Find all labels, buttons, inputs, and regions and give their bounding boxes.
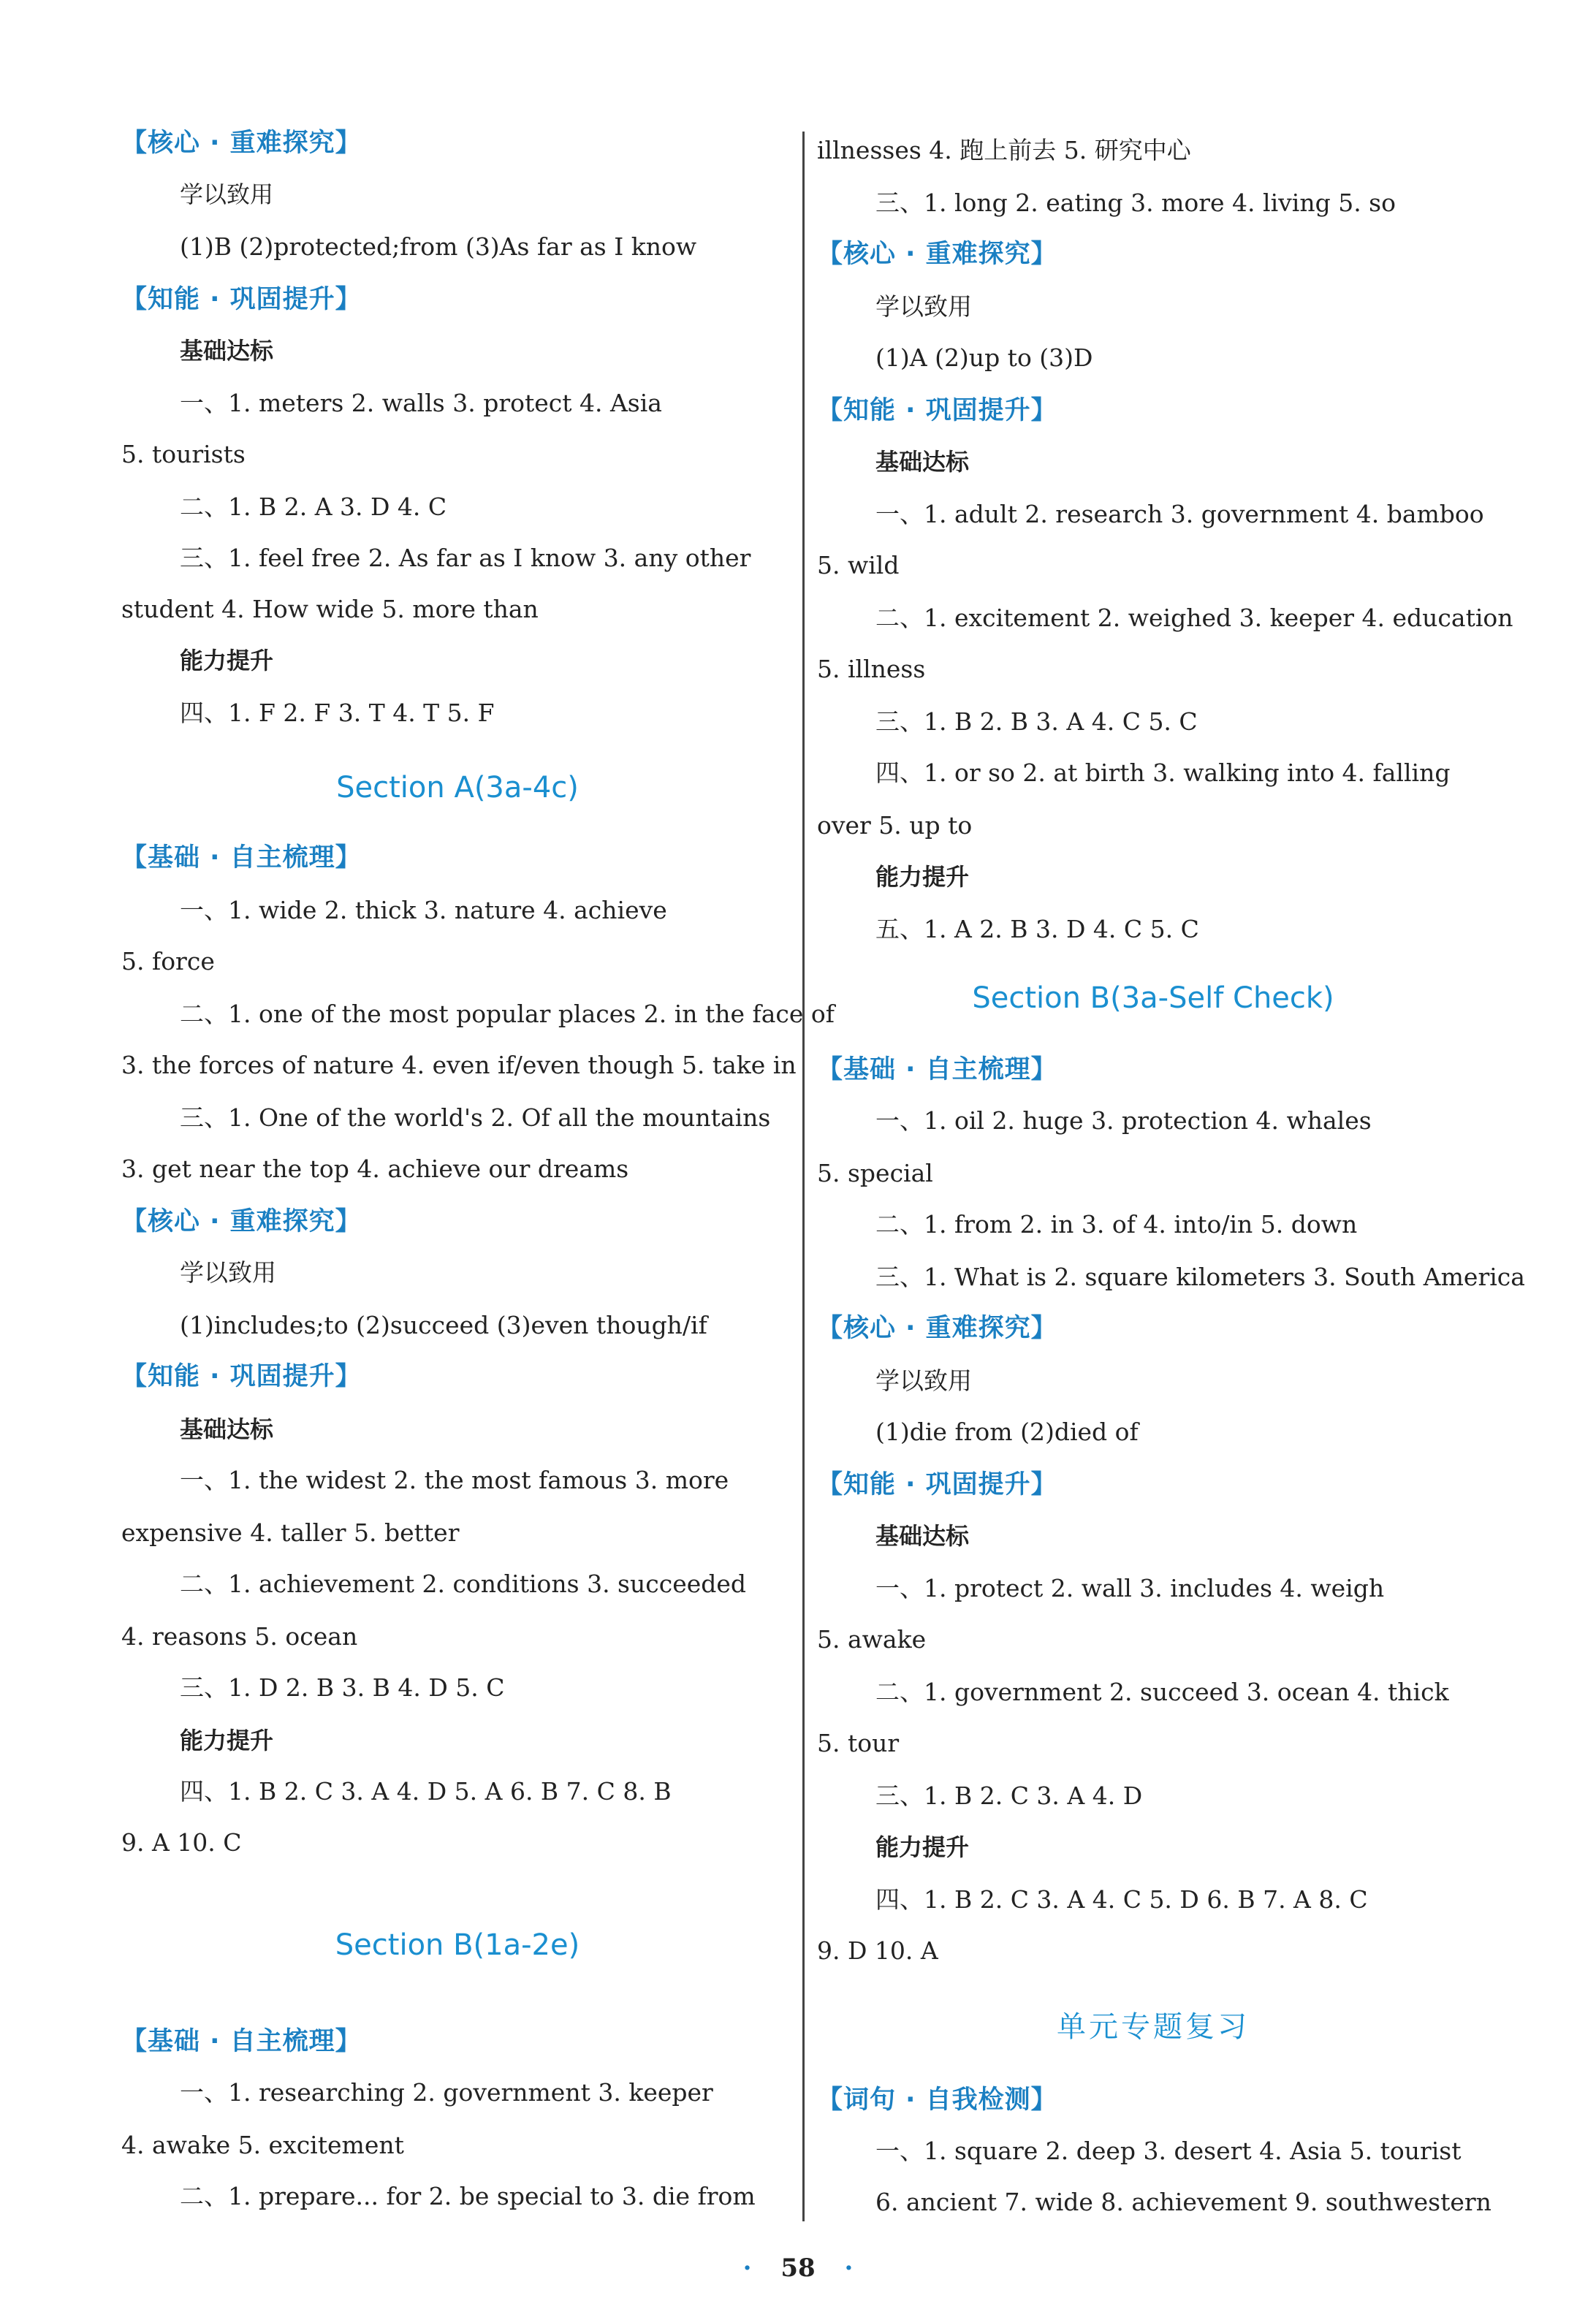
answer-line: illnesses 4. 跑上前去 5. 研究中心: [817, 136, 1191, 164]
subheading: 学以致用: [180, 1258, 276, 1287]
answer-line: 三、1. What is 2. square kilometers 3. South America: [875, 1263, 1525, 1291]
answer-line: 五、1. A 2. B 3. D 4. C 5. C: [875, 915, 1199, 943]
section-title: Section A(3a-4c): [336, 771, 579, 805]
answer-line: over 5. up to: [817, 811, 973, 840]
answer-line: 二、1. government 2. succeed 3. ocean 4. thick: [875, 1678, 1449, 1706]
answer-line: (1)A (2)up to (3)D: [875, 343, 1093, 372]
answer-line: 二、1. B 2. A 3. D 4. C: [180, 492, 447, 521]
section-heading: 【基础 · 自主梳理】: [121, 843, 362, 872]
section-heading: 【知能 · 巩固提升】: [121, 1362, 362, 1391]
answer-line: 4. reasons 5. ocean: [121, 1622, 358, 1651]
answer-line: 一、1. oil 2. huge 3. protection 4. whales: [875, 1106, 1372, 1135]
answer-line: 3. the forces of nature 4. even if/even though 5. take in: [121, 1051, 797, 1079]
answer-line: 一、1. researching 2. government 3. keeper: [180, 2078, 713, 2107]
answer-line: 4. awake 5. excitement: [121, 2131, 404, 2159]
answer-line: 5. force: [121, 947, 215, 975]
dot-icon: ·: [844, 2254, 854, 2283]
answer-line: 四、1. B 2. C 3. A 4. C 5. D 6. B 7. A 8. C: [875, 1885, 1368, 1914]
subheading: 能力提升: [875, 1833, 970, 1861]
answer-line: (1)includes;to (2)succeed (3)even though/if: [180, 1311, 707, 1339]
answer-line: 3. get near the top 4. achieve our dreams: [121, 1155, 629, 1183]
subheading: 基础达标: [180, 337, 274, 365]
answer-line: 9. A 10. C: [121, 1828, 242, 1857]
dot-icon: ·: [742, 2254, 752, 2283]
column-divider: [802, 132, 805, 2221]
subheading: 学以致用: [875, 292, 972, 321]
answer-line: 5. wild: [817, 551, 900, 579]
answer-line: 一、1. adult 2. research 3. government 4. bamboo: [875, 500, 1484, 528]
answer-line: 二、1. from 2. in 3. of 4. into/in 5. down: [875, 1210, 1358, 1239]
answer-line: 三、1. B 2. C 3. A 4. D: [875, 1781, 1143, 1810]
answer-line: 一、1. meters 2. walls 3. protect 4. Asia: [180, 389, 662, 417]
subheading: 基础达标: [875, 1522, 970, 1550]
subheading: 能力提升: [180, 647, 274, 674]
subheading: 学以致用: [180, 180, 274, 208]
section-heading: 【核心 · 重难探究】: [121, 1207, 362, 1236]
answer-line: student 4. How wide 5. more than: [121, 595, 539, 623]
answer-line: 三、1. B 2. B 3. A 4. C 5. C: [875, 707, 1198, 736]
answer-line: 5. illness: [817, 655, 926, 683]
answer-line: (1)die from (2)died of: [875, 1418, 1139, 1446]
subheading: 学以致用: [875, 1366, 972, 1395]
answer-line: 9. D 10. A: [817, 1936, 938, 1965]
answer-line: 三、1. D 2. B 3. B 4. D 5. C: [180, 1673, 505, 1702]
section-title: Section B(1a-2e): [335, 1928, 580, 1962]
answer-line: 5. awake: [817, 1625, 927, 1654]
answer-line: 四、1. F 2. F 3. T 4. T 5. F: [180, 699, 495, 727]
subheading: 基础达标: [875, 448, 970, 476]
answer-line: 四、1. or so 2. at birth 3. walking into 4. falling: [875, 758, 1451, 787]
section-heading: 【核心 · 重难探究】: [817, 1314, 1057, 1343]
answer-line: (1)B (2)protected;from (3)As far as I know: [180, 232, 697, 261]
section-heading: 【词句 · 自我检测】: [817, 2085, 1057, 2115]
answer-line: 一、1. protect 2. wall 3. includes 4. weigh: [875, 1574, 1385, 1602]
answer-line: expensive 4. taller 5. better: [121, 1518, 460, 1547]
answer-line: 一、1. wide 2. thick 3. nature 4. achieve: [180, 896, 667, 924]
page-number: [0, 2254, 1596, 2283]
section-heading: 【基础 · 自主梳理】: [817, 1055, 1057, 1084]
answer-line: 二、1. one of the most popular places 2. in the face of: [180, 1000, 835, 1028]
answer-line: 二、1. excitement 2. weighed 3. keeper 4. education: [875, 604, 1513, 632]
section-heading: 【核心 · 重难探究】: [817, 240, 1057, 269]
page-number-text: 58: [780, 2254, 816, 2283]
subheading: 能力提升: [180, 1727, 274, 1754]
answer-line: 二、1. prepare... for 2. be special to 3. die from: [180, 2182, 756, 2210]
section-heading: 【知能 · 巩固提升】: [817, 396, 1057, 425]
answer-line: 5. tourists: [121, 440, 246, 468]
section-heading: 【核心 · 重难探究】: [121, 129, 362, 158]
section-heading: 【知能 · 巩固提升】: [817, 1470, 1057, 1499]
answer-line: 四、1. B 2. C 3. A 4. D 5. A 6. B 7. C 8. B: [180, 1777, 672, 1806]
answer-line: 三、1. long 2. eating 3. more 4. living 5. so: [875, 189, 1396, 217]
answer-line: 三、1. feel free 2. As far as I know 3. any other: [180, 544, 751, 572]
answer-line: 5. tour: [817, 1729, 900, 1757]
section-title: 单元专题复习: [1057, 2010, 1250, 2044]
subheading: 基础达标: [180, 1415, 274, 1443]
answer-line: 一、1. the widest 2. the most famous 3. more: [180, 1466, 729, 1494]
subheading: 能力提升: [875, 863, 970, 891]
answer-line: 一、1. square 2. deep 3. desert 4. Asia 5. tourist: [875, 2137, 1462, 2165]
section-heading: 【知能 · 巩固提升】: [121, 285, 362, 314]
answer-line: 6. ancient 7. wide 8. achievement 9. southwestern: [875, 2188, 1492, 2216]
answer-line: 三、1. One of the world's 2. Of all the mountains: [180, 1103, 771, 1132]
answer-line: 5. special: [817, 1159, 933, 1187]
section-heading: 【基础 · 自主梳理】: [121, 2027, 362, 2056]
section-title: Section B(3a-Self Check): [972, 981, 1334, 1015]
answer-line: 二、1. achievement 2. conditions 3. succeeded: [180, 1570, 747, 1598]
